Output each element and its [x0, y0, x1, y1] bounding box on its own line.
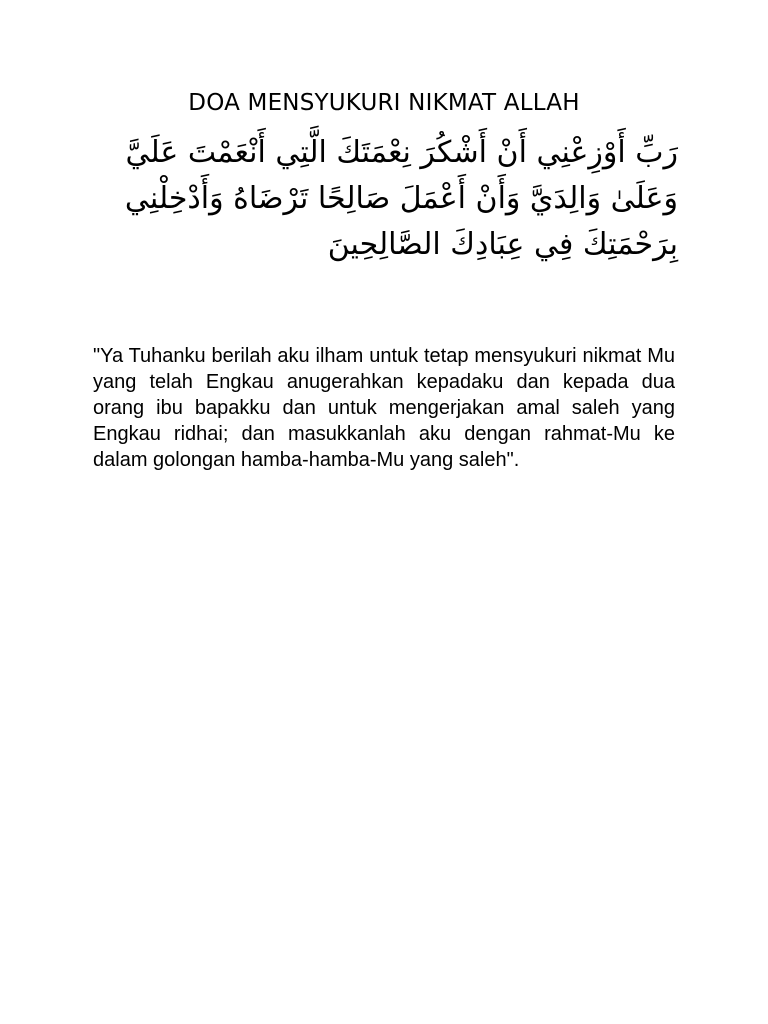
arabic-prayer-text: رَبِّ أَوْزِعْنِي أَنْ أَشْكُرَ نِعْمَتَكَ الَّتِي أَنْعَمْتَ عَلَيَّ وَعَلَىٰ وَالِدَيَّ وَأَنْ أَعْمَلَ صَالِحًا تَرْضَاهُ وَأَدْخِلْنِي بِرَحْمَتِكَ فِي عِبَادِكَ الصَّالِحِينَ — [124, 135, 678, 262]
translation-text: "Ya Tuhanku berilah aku ilham untuk tetap mensyukuri nikmat Mu yang telah Engkau anugerahkan kepadaku dan kepada dua orang ibu bapakku dan untuk mengerjakan amal saleh yang Engkau ridhai; dan masukkanlah aku dengan rahmat-Mu ke dalam golongan hamba-hamba-Mu yang saleh". — [93, 345, 675, 471]
page-title: DOA MENSYUKURI NIKMAT ALLAH — [188, 90, 580, 116]
